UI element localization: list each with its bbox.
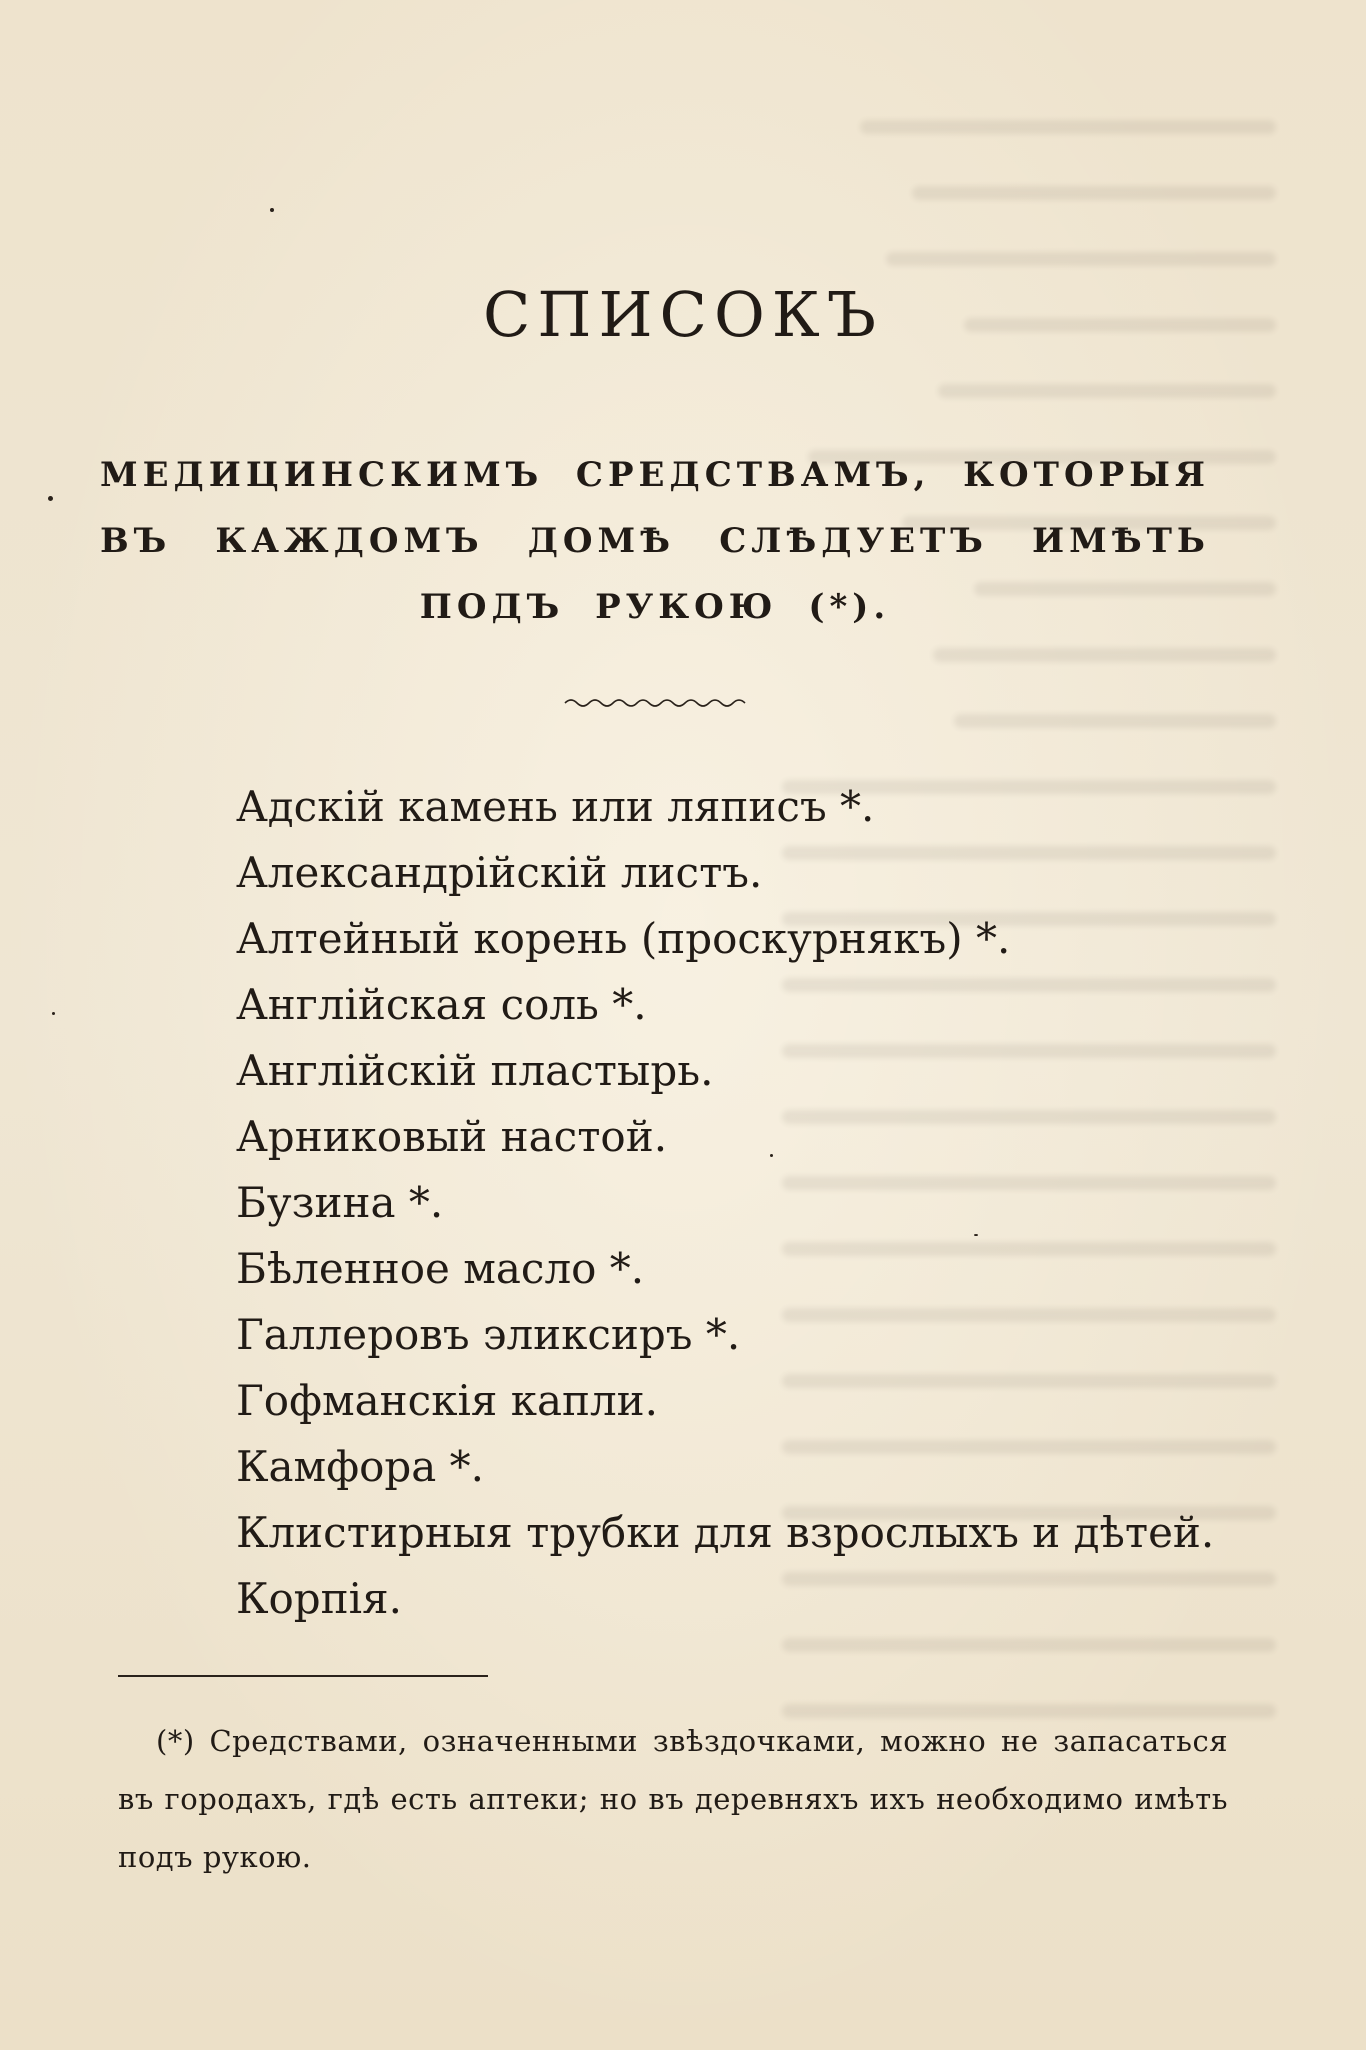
footnote: (*) Средствами, означенными звѣздочками, можно не запасаться въ городахъ, гдѣ есть аптеки; но въ деревняхъ ихъ необходимо имѣть подъ рукою. xyxy=(118,1724,1228,1874)
list-item: Клистирныя трубки для взрослыхъ и дѣтей. xyxy=(236,1508,1215,1557)
list-item: Александрійскій листъ. xyxy=(236,848,763,897)
list-item: Арниковый настой. xyxy=(236,1112,668,1161)
page-subtitle: МЕДИЦИНСКИМЪ СРЕДСТВАМЪ, КОТОРЫЯ ВЪ КАЖДОМЪ ДОМѢ СЛѢДУЕТЪ ИМѢТЬ ПОДЪ РУКОЮ (*). xyxy=(100,455,1210,627)
print-speck xyxy=(770,1154,773,1157)
print-speck xyxy=(48,496,53,501)
list-item: Бѣленное масло *. xyxy=(236,1244,645,1293)
page-title: СПИСОКЪ xyxy=(482,278,884,351)
print-speck xyxy=(52,1012,55,1015)
list-item: Камфора *. xyxy=(236,1442,485,1491)
list-item: Гофманскія капли. xyxy=(236,1376,659,1425)
list-item: Бузина *. xyxy=(236,1178,444,1227)
wave-ornament xyxy=(563,695,753,711)
list-item: Алтейный корень (проскурнякъ) *. xyxy=(236,914,1011,963)
list-item: Корпія. xyxy=(236,1574,402,1623)
list-item: Галлеровъ эликсиръ *. xyxy=(236,1310,741,1359)
print-speck xyxy=(974,1234,978,1236)
remedies-list xyxy=(236,774,1296,1632)
list-item: Адскій камень или ляписъ *. xyxy=(236,782,875,831)
print-speck xyxy=(270,208,274,212)
list-item: Англійская соль *. xyxy=(236,980,647,1029)
footnote-rule xyxy=(118,1675,488,1677)
list-item: Англійскій пластырь. xyxy=(236,1046,714,1095)
